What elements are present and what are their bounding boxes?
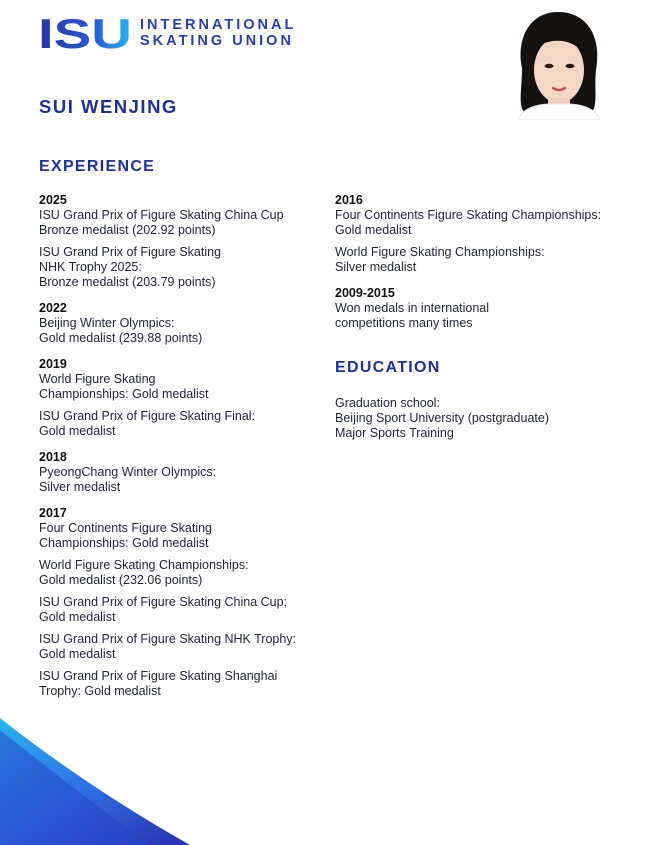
isu-logo-mark xyxy=(38,14,134,52)
experience-entry: ISU Grand Prix of Figure Skating NHK Trophy: Gold medalist xyxy=(39,632,297,661)
decorative-swoosh xyxy=(0,690,646,845)
experience-entry: World Figure Skating Championships: Silver medalist xyxy=(335,245,545,274)
experience-entry: ISU Grand Prix of Figure Skating Shanghai Trophy: Gold medalist xyxy=(39,669,278,698)
experience-year-group xyxy=(39,450,329,495)
experience-year: 2009-2015 xyxy=(335,286,395,300)
experience-year: 2018 xyxy=(39,450,67,464)
experience-year: 2017 xyxy=(39,506,67,520)
experience-year-group xyxy=(39,357,329,439)
experience-year-group xyxy=(39,193,329,290)
experience-year-group xyxy=(39,301,329,346)
org-line-1: INTERNATIONAL xyxy=(140,17,297,33)
experience-right-column xyxy=(335,193,640,342)
logo-letters: ISU xyxy=(38,14,132,52)
experience-entry: World Figure Skating Championships: Gold medalist xyxy=(39,372,209,401)
experience-year-group xyxy=(39,506,329,699)
education-details: Graduation school: Beijing Sport University (postgraduate) Major Sports Training xyxy=(335,396,549,440)
experience-entry: World Figure Skating Championships: Gold medalist (232.06 points) xyxy=(39,558,249,587)
experience-year-group xyxy=(335,286,640,331)
experience-heading: EXPERIENCE xyxy=(39,158,156,175)
org-line-2: SKATING UNION xyxy=(140,33,294,49)
experience-entry: ISU Grand Prix of Figure Skating Final: Gold medalist xyxy=(39,409,256,438)
person-name: SUI WENJING xyxy=(39,96,178,117)
experience-entry: Won medals in international competitions many times xyxy=(335,301,490,330)
organization-name xyxy=(140,17,296,49)
experience-entry: Four Continents Figure Skating Championships: Gold medalist xyxy=(39,521,213,550)
experience-entry: ISU Grand Prix of Figure Skating NHK Trophy 2025: Bronze medalist (203.79 points) xyxy=(39,245,222,289)
experience-entry: ISU Grand Prix of Figure Skating China Cup Bronze medalist (202.92 points) xyxy=(39,208,284,237)
experience-left-column xyxy=(39,193,329,710)
isu-logo xyxy=(38,14,296,52)
experience-entry: Beijing Winter Olympics: Gold medalist (239.88 points) xyxy=(39,316,203,345)
experience-entry: PyeongChang Winter Olympics: Silver medalist xyxy=(39,465,217,494)
experience-year: 2022 xyxy=(39,301,67,315)
experience-year: 2025 xyxy=(39,193,67,207)
portrait-photo xyxy=(508,8,608,120)
experience-entry: ISU Grand Prix of Figure Skating China Cup; Gold medalist xyxy=(39,595,288,624)
experience-year-group xyxy=(335,193,640,275)
experience-year: 2016 xyxy=(335,193,363,207)
experience-entry: Four Continents Figure Skating Championships: Gold medalist xyxy=(335,208,602,237)
education-heading: EDUCATION xyxy=(335,359,441,376)
experience-year: 2019 xyxy=(39,357,67,371)
